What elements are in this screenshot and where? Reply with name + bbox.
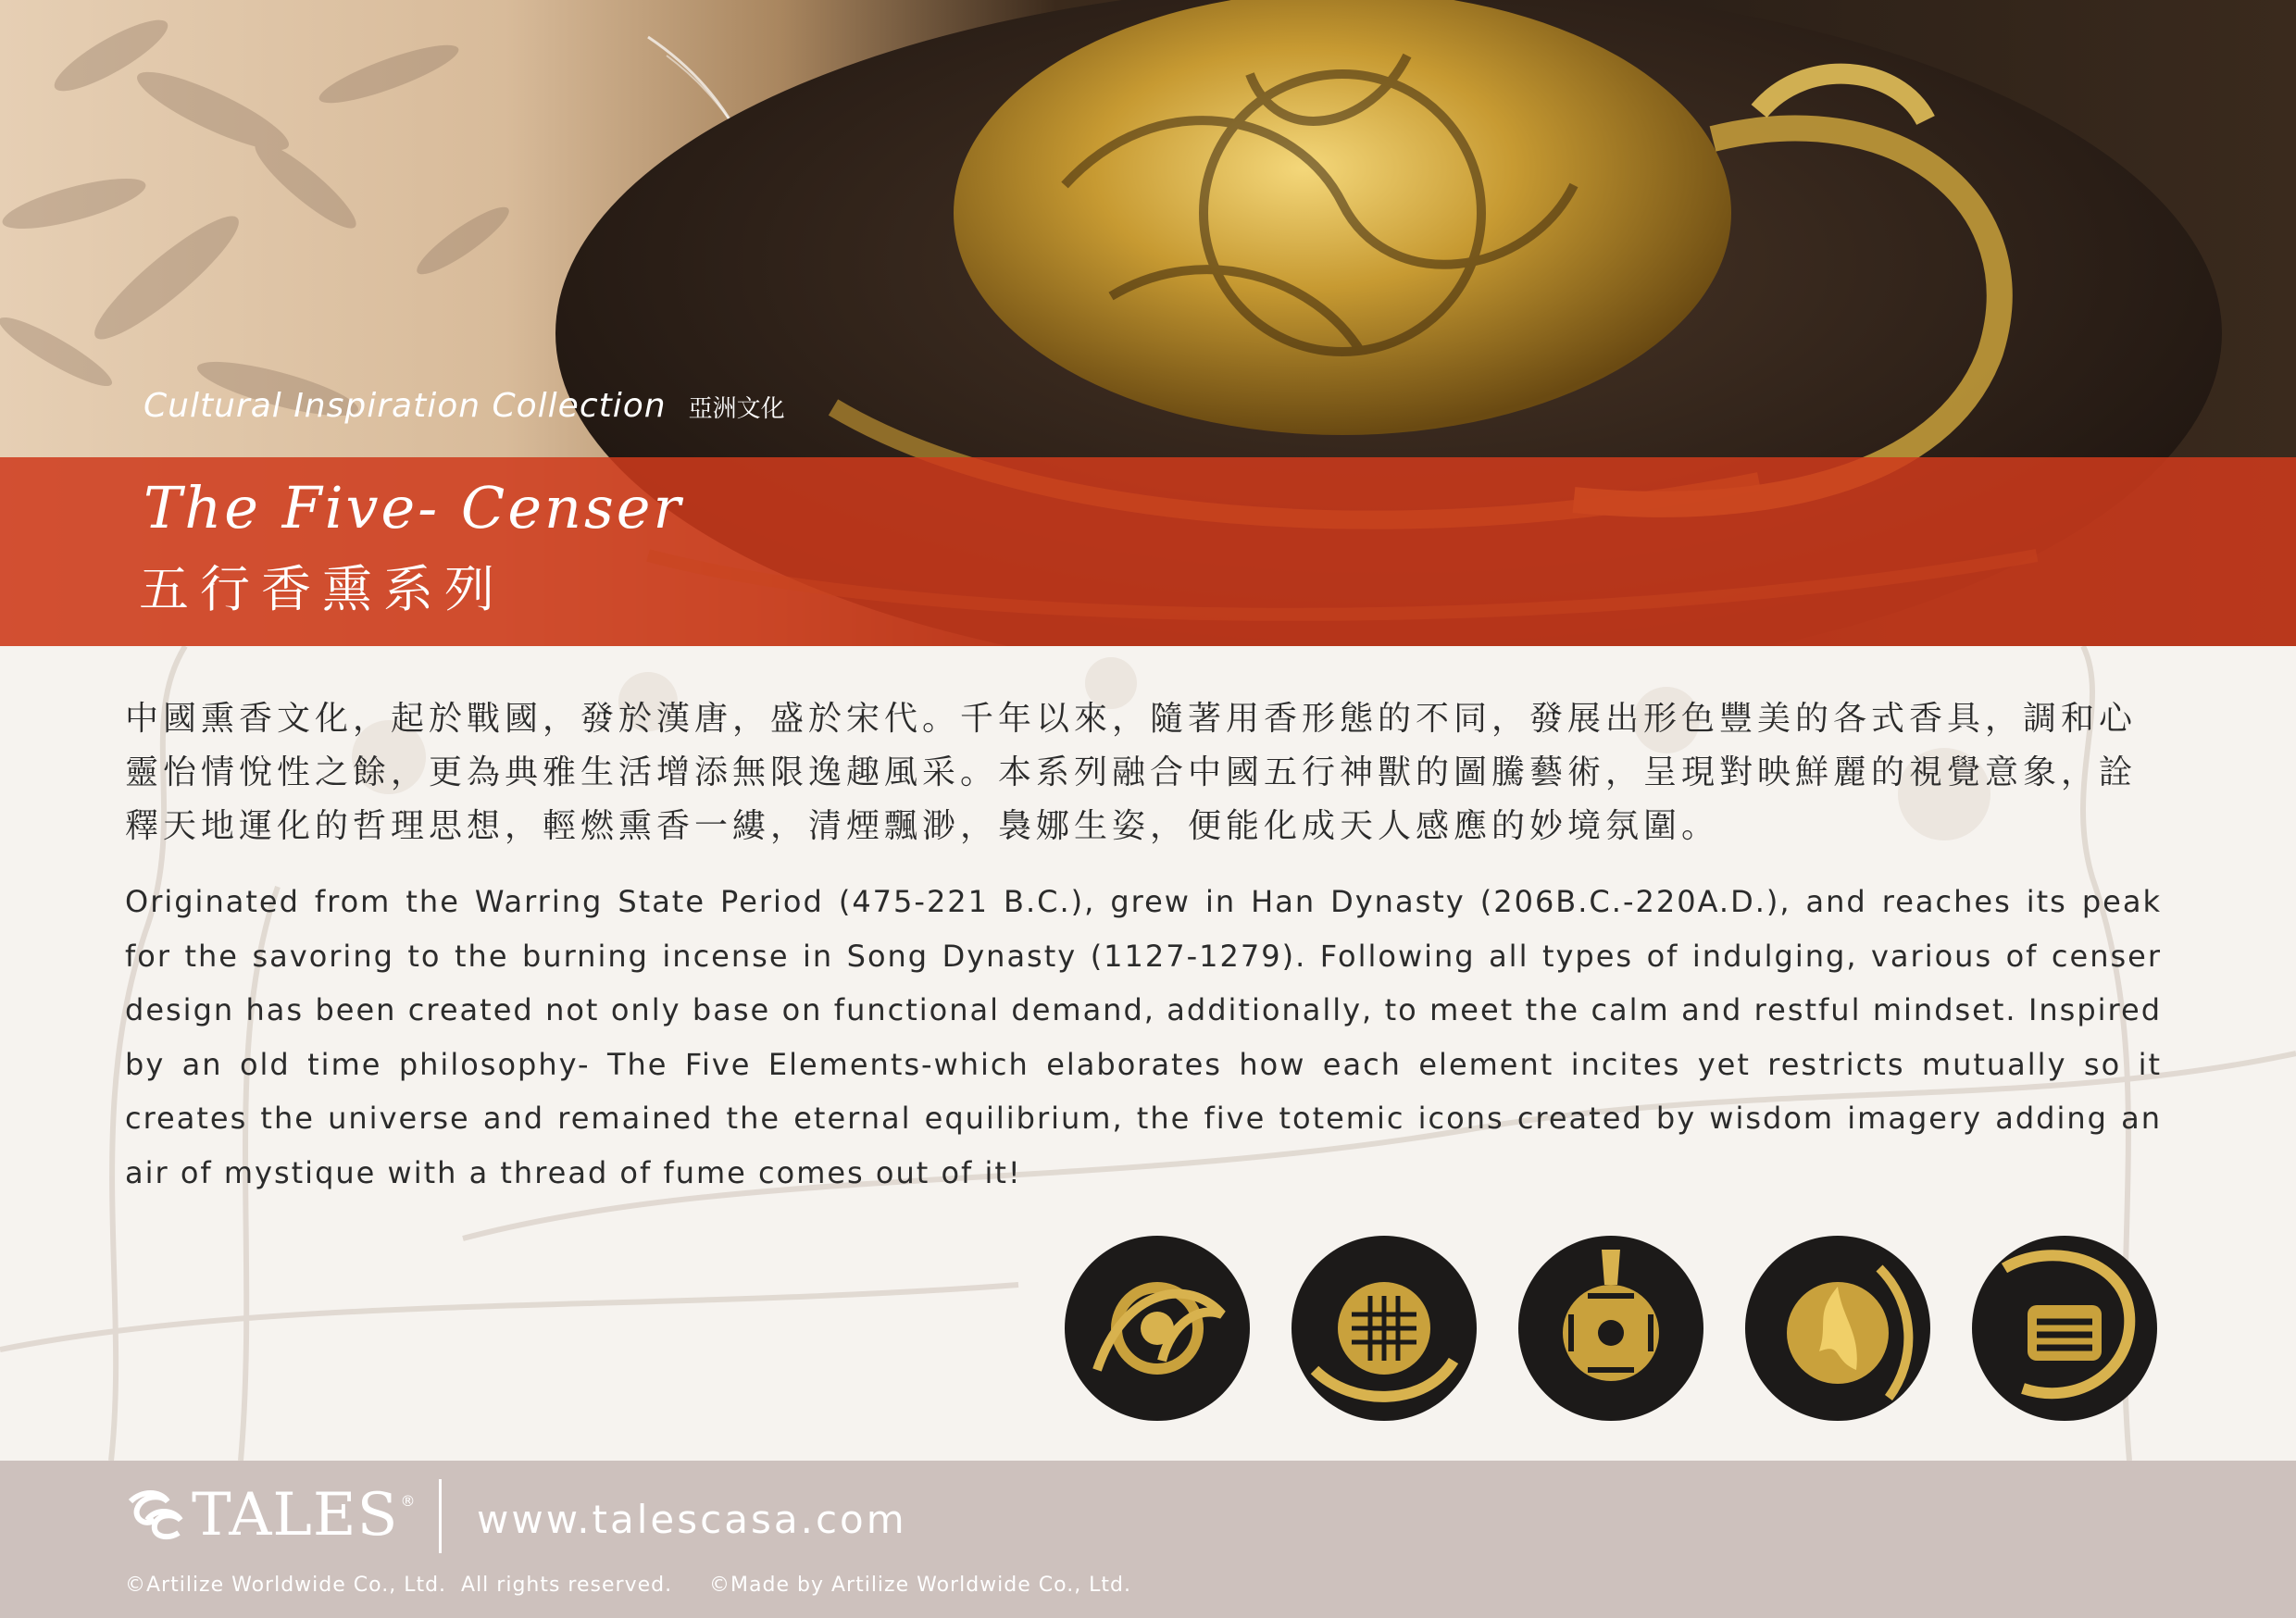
registered-mark: ®	[400, 1492, 416, 1510]
footer-divider	[439, 1479, 442, 1553]
lattice-censer-icon	[1287, 1231, 1481, 1425]
page-title-zh: 五行香熏系列	[139, 560, 505, 618]
collection-name-en: Cultural Inspiration Collection	[144, 387, 667, 425]
intro-text-zh: 中國熏香文化，起於戰國，發於漢唐，盛於宋代。千年以來，隨著用香形態的不同，發展出形色豐美的各式香具，調和心靈怡情悅性之餘，更為典雅生活增添無限逸趣風采。本系列融合中國五行神獸的圖騰藝術，呈現對映鮮麗的視覺意象，詮釋天地運化的哲理思想，輕燃熏香一縷，清煙飄渺，裊娜生姿，便能化成天人感應的妙境氛圍。	[125, 700, 2138, 845]
phoenix-censer-icon	[1060, 1231, 1254, 1425]
page-title-en: The Five- Censer	[144, 474, 684, 541]
brand-logo	[123, 1481, 415, 1550]
copyright-text: ©Artilize Worldwide Co., Ltd. All rights reserved. ©Made by Artilize Worldwide Co., Ltd.	[125, 1574, 1132, 1597]
flame-censer-icon	[1741, 1231, 1935, 1425]
collection-name-zh: 亞洲文化	[688, 395, 785, 423]
dragon-censer-icon	[1967, 1231, 2162, 1425]
censer-medallion-row	[1060, 1231, 2171, 1435]
intro-text-en: Originated from the Warring State Period (475-221 B.C.), grew in Han Dynasty (206B.C.-220A.D.), and reaches its peak for the savoring to the burning incense in Song Dynasty (1127-1279). Following all types of indulging, various of censer design has been created not only base on functional demand, additionally, to meet the calm and restful mindset. Inspired by an old time philosophy- The Five Elements-which elaborates how each element incites yet restricts mutually so it creates the universe and remained the eternal equilibrium, the five totemic icons created by wisdom imagery adding an air of mystique with a thread of fume comes out of it!	[125, 884, 2162, 1190]
hero-banner	[0, 0, 2296, 646]
tales-logo-icon	[123, 1485, 190, 1546]
website-link[interactable]: www.talescasa.com	[477, 1497, 907, 1542]
bagua-censer-icon	[1514, 1231, 1708, 1425]
collection-heading	[144, 387, 785, 425]
logo-wordmark: TALES	[192, 1481, 399, 1550]
